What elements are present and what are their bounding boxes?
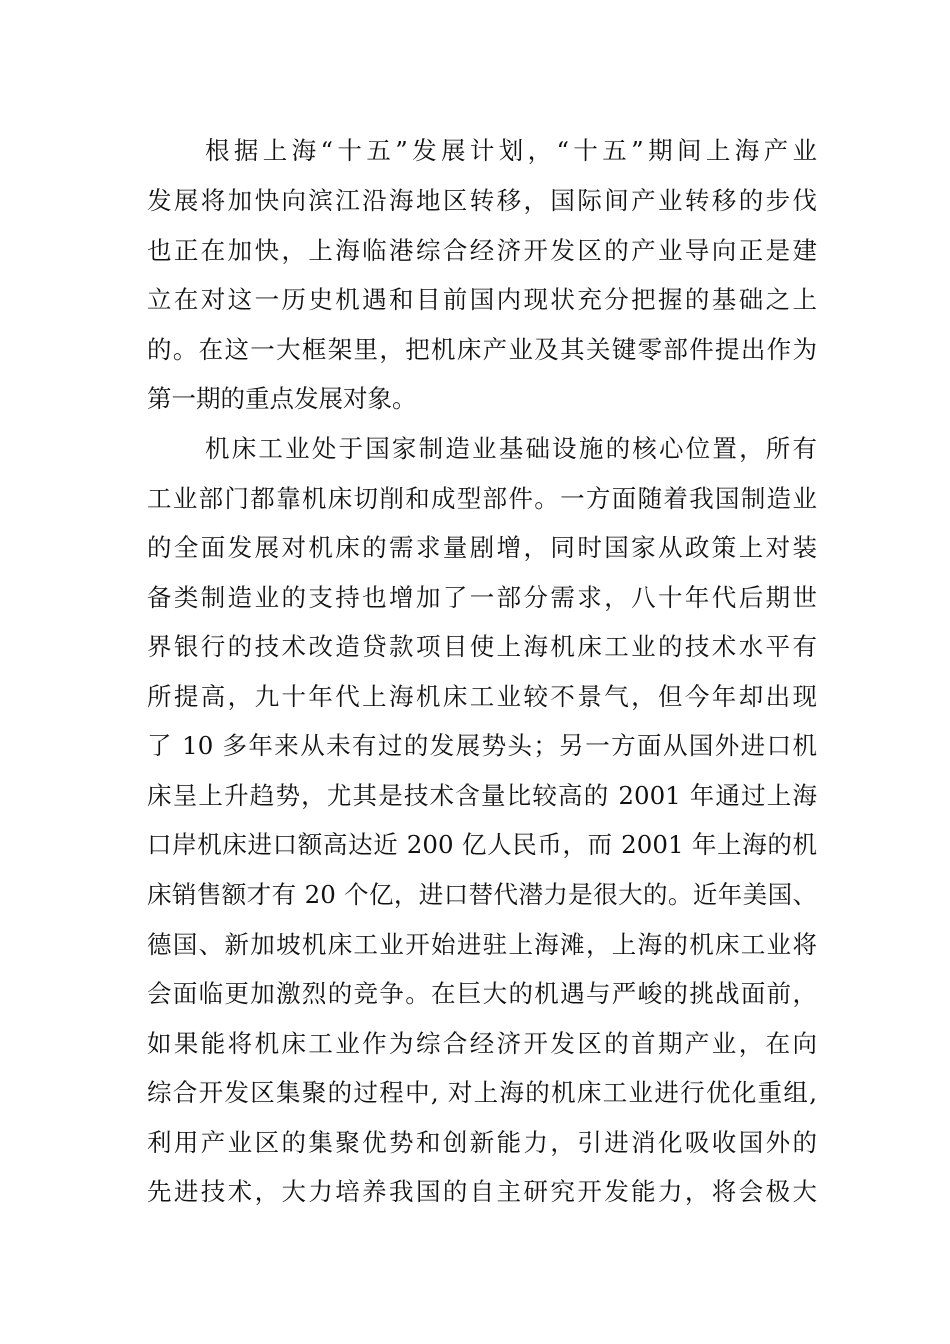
paragraph-2-line-11: 德国、新加坡机床工业开始进驻上海滩，上海的机床工业将 — [147, 930, 817, 959]
paragraph-2-line-5: 界银行的技术改造贷款项目使上海机床工业的技术水平有 — [147, 632, 817, 661]
paragraph-1-line-6: 第一期的重点发展对象。 — [147, 384, 417, 413]
paragraph-1-line-5: 的。在这一大框架里，把机床产业及其关键零部件提出作为 — [147, 335, 817, 364]
paragraph-2-line-2: 工业部门都靠机床切削和成型部件。一方面随着我国制造业 — [147, 484, 817, 513]
paragraph-2-line-15: 利用产业区的集聚优势和创新能力，引进消化吸收国外的 — [147, 1128, 817, 1157]
paragraph-2-line-8: 床呈上升趋势，尤其是技术含量比较高的 2001 年通过上海 — [147, 781, 817, 810]
paragraph-2-line-13: 如果能将机床工业作为综合经济开发区的首期产业，在向 — [147, 1029, 817, 1058]
paragraph-2-line-9: 口岸机床进口额高达近 200 亿人民币，而 2001 年上海的机 — [147, 830, 817, 859]
paragraph-2-line-12: 会面临更加激烈的竞争。在巨大的机遇与严峻的挑战面前， — [147, 979, 817, 1008]
paragraph-2-line-6: 所提高，九十年代上海机床工业较不景气，但今年却出现 — [147, 682, 817, 711]
paragraph-2-line-16: 先进技术，大力培养我国的自主研究开发能力，将会极大 — [147, 1177, 817, 1206]
paragraph-2-line-3: 的全面发展对机床的需求量剧增，同时国家从政策上对装 — [147, 533, 817, 562]
paragraph-2-line-4: 备类制造业的支持也增加了一部分需求，八十年代后期世 — [147, 583, 817, 612]
paragraph-2-line-10: 床销售额才有 20 个亿，进口替代潜力是很大的。近年美国、 — [147, 880, 817, 909]
paragraph-1-line-4: 立在对这一历史机遇和目前国内现状充分把握的基础之上 — [147, 285, 817, 314]
paragraph-1-line-1: 根据上海“十五”发展计划，“十五”期间上海产业 — [205, 136, 817, 165]
paragraph-1-line-3: 也正在加快，上海临港综合经济开发区的产业导向正是建 — [147, 236, 817, 265]
paragraph-2-line-7: 了 10 多年来从未有过的发展势头；另一方面从国外进口机 — [147, 731, 817, 760]
paragraph-2-line-1: 机床工业处于国家制造业基础设施的核心位置，所有 — [205, 434, 817, 463]
paragraph-1-line-2: 发展将加快向滨江沿海地区转移，国际间产业转移的步伐 — [147, 186, 817, 215]
paragraph-2-line-14: 综合开发区集聚的过程中, 对上海的机床工业进行优化重组, — [147, 1078, 817, 1107]
